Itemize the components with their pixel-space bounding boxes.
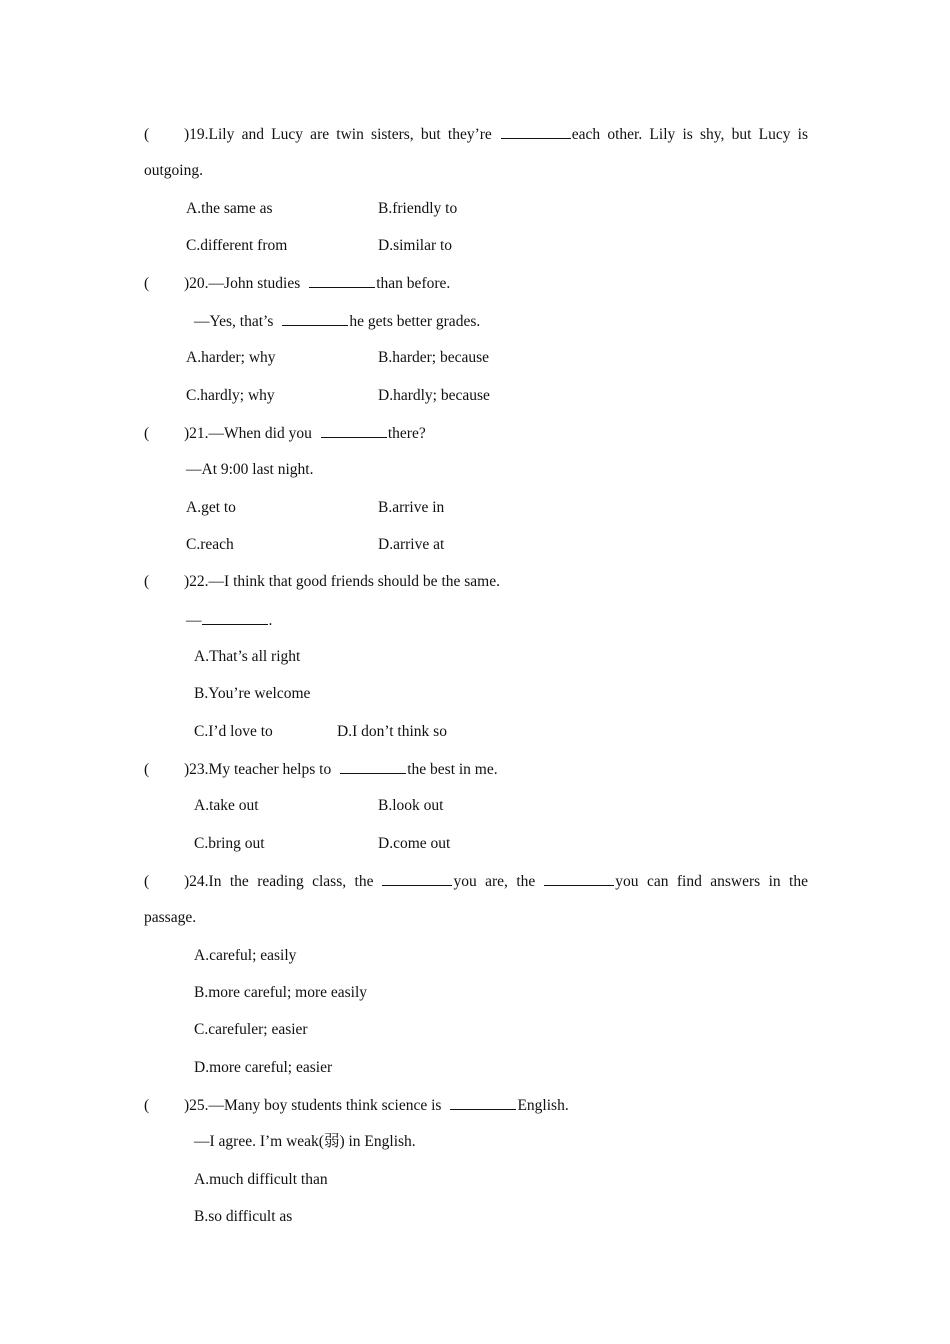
option-d: D.similar to [378,237,453,254]
option-a: A.much difficult than [194,1171,328,1188]
question-25 [144,1095,569,1116]
question-stem: )20.—John studies [184,275,301,292]
reply-end: he gets better grades. [349,313,481,330]
option-d: D.more careful; easier [194,1059,333,1076]
option-c: C.different from [186,237,288,254]
question-stem-end: each other. Lily is shy, but Lucy is [571,126,808,143]
question-20-reply [194,311,480,332]
option-a: A.get to [186,499,236,516]
reply-end: . [268,612,273,629]
question-stem-mid: you are, the [453,873,536,890]
option-d: D.I don’t think so [337,723,447,740]
option-b: B.so difficult as [194,1208,293,1225]
question-stem-end: you can find answers in the [615,873,808,890]
option-a: A.careful; easily [194,947,297,964]
option-d: D.come out [378,835,451,852]
option-c: C.I’d love to [194,723,273,740]
question-20 [144,273,450,294]
question-stem: )24.In the reading class, the [184,873,374,890]
answer-blank [321,423,387,438]
answer-paren: ( [144,873,150,890]
question-23 [144,759,498,780]
option-c: C.reach [186,536,234,553]
answer-paren: ( [144,761,150,778]
question-stem-end: than before. [376,275,451,292]
answer-paren: ( [144,425,150,442]
question-stem-end: there? [387,425,426,442]
option-b: B.arrive in [378,499,445,516]
option-a: A.That’s all right [194,648,301,665]
question-stem: )19.Lily and Lucy are twin sisters, but they’re [184,126,492,143]
question-stem-end: English. [517,1097,569,1114]
option-a: A.harder; why [186,349,276,366]
answer-blank [544,871,614,886]
option-b: B.friendly to [378,200,458,217]
option-b: B.You’re welcome [194,685,311,702]
question-24 [144,871,808,892]
answer-blank [282,311,348,326]
question-21 [144,423,426,444]
option-b: B.more careful; more easily [194,984,368,1001]
question-25-reply: —I agree. I’m weak(弱) in English. [194,1133,416,1150]
question-stem-end: the best in me. [407,761,498,778]
answer-blank [340,759,406,774]
question-22-reply [186,610,272,631]
answer-paren: ( [144,1097,150,1114]
option-b: B.look out [378,797,444,814]
option-a: A.take out [194,797,259,814]
option-d: D.hardly; because [378,387,490,404]
answer-blank [202,610,268,625]
answer-blank [309,273,375,288]
option-b: B.harder; because [378,349,490,366]
reply-start: —Yes, that’s [194,313,274,330]
question-19-continuation: outgoing. [144,162,203,179]
question-stem: )21.—When did you [184,425,312,442]
option-c: C.bring out [194,835,265,852]
option-c: C.carefuler; easier [194,1021,308,1038]
answer-blank [501,124,571,139]
answer-paren: ( [144,126,150,143]
question-stem: )22.—I think that good friends should be the same. [184,573,500,590]
question-stem: )25.—Many boy students think science is [184,1097,442,1114]
option-a: A.the same as [186,200,273,217]
answer-paren: ( [144,573,150,590]
question-24-continuation: passage. [144,909,197,926]
answer-blank [382,871,452,886]
option-d: D.arrive at [378,536,445,553]
option-c: C.hardly; why [186,387,275,404]
answer-blank [450,1095,516,1110]
reply-start: — [186,612,202,629]
question-21-reply: —At 9:00 last night. [186,461,314,478]
question-19 [144,124,808,145]
question-22 [144,572,500,592]
answer-paren: ( [144,275,150,292]
question-stem: )23.My teacher helps to [184,761,332,778]
